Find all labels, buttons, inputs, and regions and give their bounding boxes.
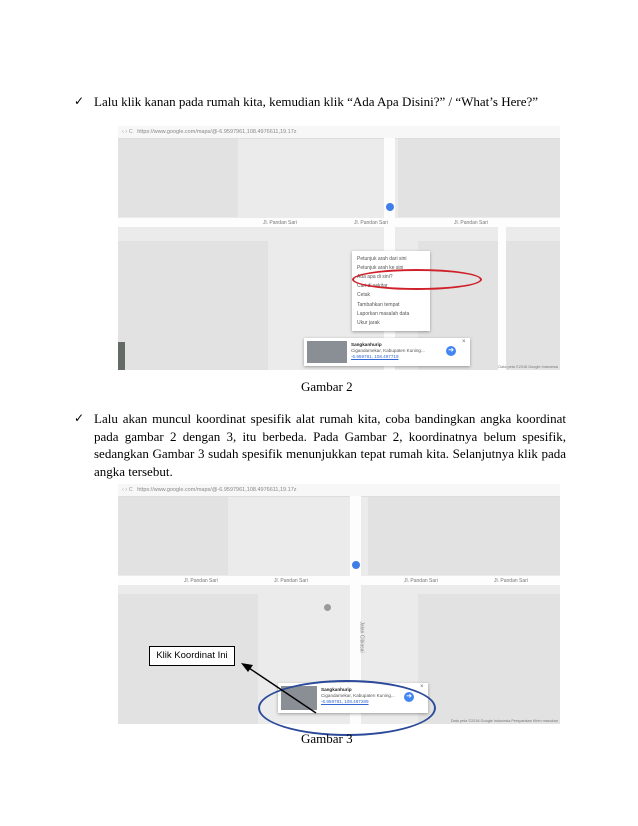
place-title: Sangkanhurip [351,342,382,347]
bullet-text: Lalu akan muncul koordinat spesifik alat rumah kita, coba bandingkan angka koordinat pada gambar 2 dengan 3, itu berbeda. Pada Gambar 2, koordinatnya belum spesifik, sedangkan Gambar 3 sudah spesifik menunjukkan tepat rumah kita. Selanjutnya klik pada angka tersebut. [94,411,566,479]
nav-arrows-icon: ‹ › C [122,487,133,493]
close-icon[interactable]: × [420,684,424,690]
road-label: Jl. Pandan Sari [184,578,218,584]
menu-item[interactable]: Ukur jarak [357,319,380,326]
road-label: Jl. Pandan Sari [274,578,308,584]
close-icon[interactable]: × [462,339,466,345]
figure-caption-2: Gambar 3 [301,731,353,746]
road-label: Jalan Cibiasai [358,621,365,653]
directions-icon[interactable]: ➜ [404,692,414,702]
place-address: Cigandamekar, Kabupaten Kuning... [351,348,425,353]
map-footer: Data peta ©2018 Google Indonesia Persyaratan Kirim masukan [450,719,558,723]
menu-item[interactable]: Cetak [357,292,371,299]
bullet-text: Lalu klik kanan pada rumah kita, kemudian klik “Ada Apa Disini?” / “What’s Here?” [94,94,539,109]
place-address: Cigandamekar, Kabupaten Kuning... [321,693,395,698]
menu-item[interactable]: Cari di sekitar [357,283,388,290]
road-label: Jl. Pandan Sari [404,578,438,584]
menu-item[interactable]: Laporkan masalah data [357,310,410,317]
place-coordinates[interactable]: -6.959781, 108.497289 [321,699,369,704]
road-label: Jl. Pandan Sari [494,578,528,584]
road-label: Jl. Pandan Sari [454,220,488,226]
nav-arrows-icon: ‹ › C [122,129,133,135]
url-text: https://www.google.com/maps/@-6.9597961,108.4976611,19.17z [137,487,297,493]
place-coordinates[interactable]: -6.959781, 108.497719 [351,354,399,359]
road-label: Jl. Pandan Sari [354,220,388,226]
annotation-callout: Klik Koordinat Ini [149,646,235,666]
menu-item[interactable]: Petunjuk arah dari sini [357,255,407,262]
url-text: https://www.google.com/maps/@-6.9597961,108.4976611,19.17z [137,129,297,135]
figure-caption-1: Gambar 2 [301,379,353,394]
directions-icon[interactable]: ➜ [446,346,456,356]
checkmark-icon: ✓ [74,94,85,108]
menu-item[interactable]: Petunjuk arah ke sini [357,264,404,271]
checkmark-icon: ✓ [74,411,85,425]
menu-item-whats-here[interactable]: Ada apa di sini? [357,273,393,280]
menu-item[interactable]: Tambahkan tempat [357,301,400,308]
road-label: Jl. Pandan Sari [263,220,297,226]
place-title: Sangkanhurip [321,687,352,692]
map-footer: Data peta ©2018 Google Indonesia [498,365,558,369]
